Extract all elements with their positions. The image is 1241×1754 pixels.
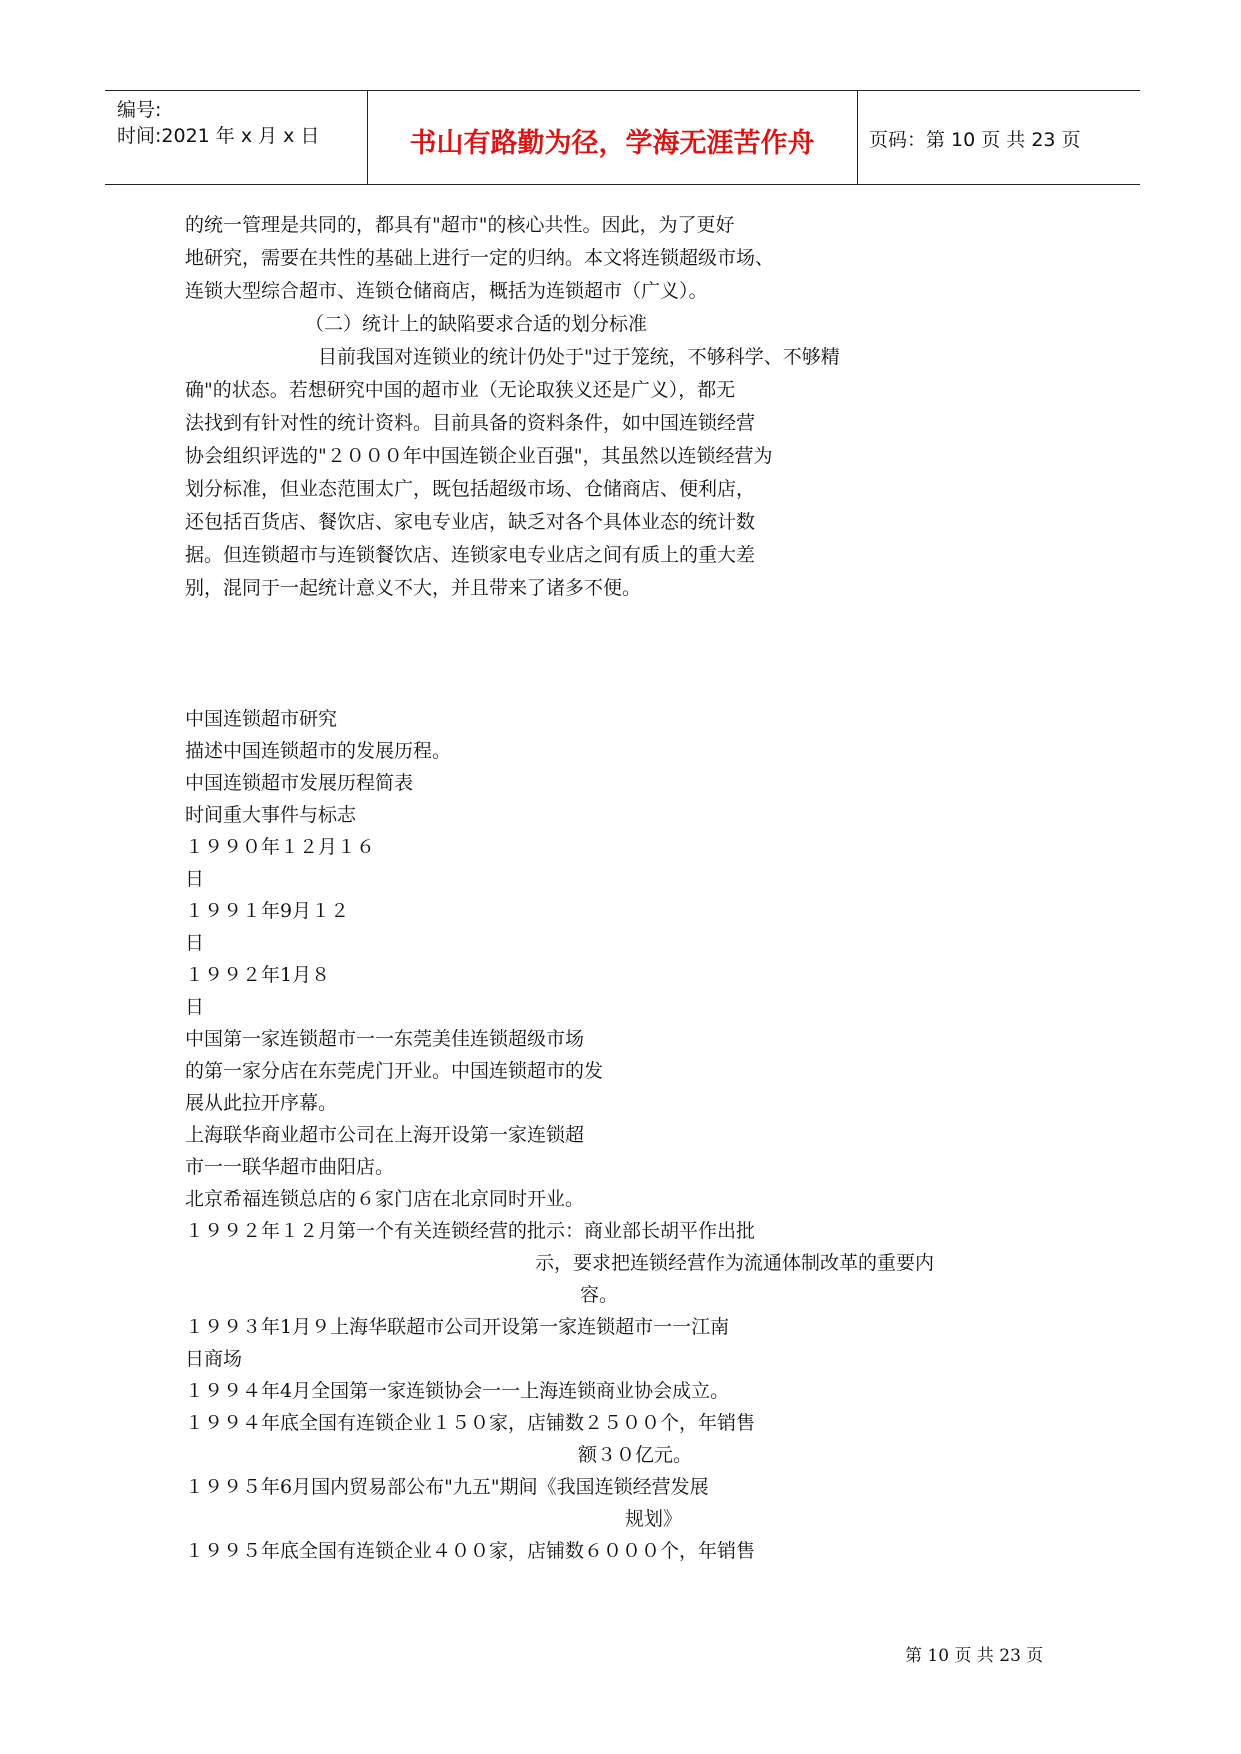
header-right-cell	[857, 91, 1140, 184]
body-line: 日商场	[185, 1348, 243, 1370]
body-line: 描述中国连锁超市的发展历程。	[185, 740, 452, 762]
section-heading: （二）统计上的缺陷要求合适的划分标准	[305, 313, 648, 335]
body-line: 市一一联华超市曲阳店。	[185, 1156, 395, 1178]
body-line: 中国连锁超市研究	[185, 708, 338, 730]
body-line: １９９３年1月９上海华联超市公司开设第一家连锁超市一一江南	[185, 1316, 730, 1338]
header-middle-cell	[367, 91, 858, 184]
body-line: １９９２年１２月第一个有关连锁经营的批示：商业部长胡平作出批	[185, 1220, 756, 1242]
body-line: 确"的状态。若想研究中国的超市业（无论取狭义还是广义），都无	[185, 379, 736, 401]
header-page-code: 页码：第 10 页 共 23 页	[869, 129, 1081, 151]
body-line: １９９２年1月８	[185, 964, 331, 986]
body-line: 划分标准，但业态范围太广，既包括超级市场、仓储商店、便利店，	[185, 478, 756, 500]
header-motto: 书山有路勤为径，学海无涯苦作舟	[409, 128, 815, 159]
body-line: 日	[185, 996, 205, 1018]
body-line: １９９４年底全国有连锁企业１５０家，店铺数２５００个，年销售	[185, 1412, 756, 1434]
body-line: 额３０亿元。	[578, 1444, 693, 1466]
body-line: 日	[185, 932, 205, 954]
body-line: 中国第一家连锁超市一一东莞美佳连锁超级市场	[185, 1028, 585, 1050]
body-line: 协会组织评选的"２０００年中国连锁企业百强"，其虽然以连锁经营为	[185, 445, 773, 467]
body-line: １９９０年１２月１６	[185, 836, 376, 858]
body-line: １９９１年9月１２	[185, 900, 350, 922]
body-line: 日	[185, 868, 205, 890]
document-time-label: 时间:2021 年 x 月 x 日	[117, 125, 320, 147]
body-line: 地研究，需要在共性的基础上进行一定的归纳。本文将连锁超级市场、	[185, 247, 775, 269]
body-line: 别，混同于一起统计意义不大，并且带来了诸多不便。	[185, 577, 642, 599]
body-line: 规划》	[625, 1508, 683, 1530]
body-line: １９９４年4月全国第一家连锁协会一一上海连锁商业协会成立。	[185, 1380, 730, 1402]
body-line: 示，要求把连锁经营作为流通体制改革的重要内	[535, 1252, 935, 1274]
body-line: 法找到有针对性的统计资料。目前具备的资料条件，如中国连锁经营	[185, 412, 756, 434]
header-table	[105, 90, 1140, 185]
body-line: 的统一管理是共同的，都具有"超市"的核心共性。因此，为了更好	[185, 214, 735, 236]
body-line: １９９５年6月国内贸易部公布"九五"期间《我国连锁经营发展	[185, 1476, 709, 1498]
document-number-label: 编号:	[117, 99, 162, 121]
body-line: 容。	[580, 1284, 619, 1306]
body-line: 北京希福连锁总店的６家门店在北京同时开业。	[185, 1188, 585, 1210]
body-line: 中国连锁超市发展历程简表	[185, 772, 414, 794]
header-left-cell	[105, 91, 368, 184]
body-line: 目前我国对连锁业的统计仍处于"过于笼统，不够科学、不够精	[318, 346, 840, 368]
body-line: 时间重大事件与标志	[185, 804, 357, 826]
page-footer: 第 10 页 共 23 页	[905, 1646, 1044, 1666]
body-line: 上海联华商业超市公司在上海开设第一家连锁超	[185, 1124, 585, 1146]
body-line: 的第一家分店在东莞虎门开业。中国连锁超市的发	[185, 1060, 604, 1082]
body-line: 据。但连锁超市与连锁餐饮店、连锁家电专业店之间有质上的重大差	[185, 544, 756, 566]
body-line: １９９５年底全国有连锁企业４００家，店铺数６０００个，年销售	[185, 1540, 756, 1562]
body-line: 展从此拉开序幕。	[185, 1092, 338, 1114]
body-line: 还包括百货店、餐饮店、家电专业店，缺乏对各个具体业态的统计数	[185, 511, 756, 533]
body-line: 连锁大型综合超市、连锁仓储商店，概括为连锁超市（广义）。	[185, 280, 708, 302]
